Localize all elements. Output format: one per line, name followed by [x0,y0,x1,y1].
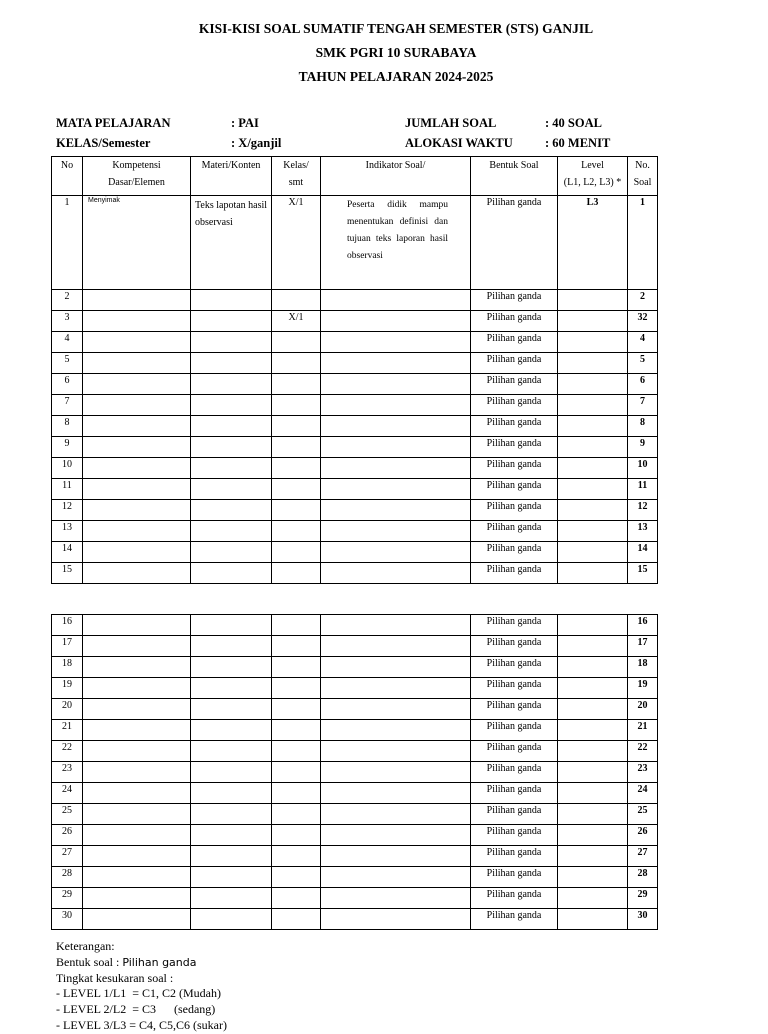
table-row [52,867,658,888]
grid-table-part2 [51,614,658,930]
cell-bentuk: Pilihan ganda [471,615,558,636]
cell-kelas [272,678,321,699]
cell-kompetensi [83,332,191,353]
notes-title: Keterangan: [56,939,115,953]
cell-level [558,720,628,741]
cell-materi [191,290,272,311]
cell-bentuk: Pilihan ganda [471,741,558,762]
cell-no: 14 [52,542,83,563]
cell-materi [191,311,272,332]
cell-nosoal: 6 [628,374,658,395]
cell-bentuk: Pilihan ganda [471,867,558,888]
cell-nosoal: 21 [628,720,658,741]
cell-kompetensi [83,909,191,930]
cell-nosoal: 12 [628,500,658,521]
cell-level [558,332,628,353]
cell-bentuk: Pilihan ganda [471,458,558,479]
cell-level [558,636,628,657]
cell-bentuk: Pilihan ganda [471,290,558,311]
cell-kompetensi [83,867,191,888]
cell-level [558,615,628,636]
cell-kelas [272,909,321,930]
cell-kelas [272,867,321,888]
cell-kompetensi [83,416,191,437]
cell-level [558,825,628,846]
question-count-value: : 40 SOAL [545,116,602,130]
cell-indikator [321,909,471,930]
cell-no: 8 [52,416,83,437]
cell-materi [191,888,272,909]
table-row [52,615,658,636]
cell-no: 27 [52,846,83,867]
cell-level [558,804,628,825]
cell-indikator [321,542,471,563]
table-row [52,542,658,563]
table-row [52,416,658,437]
cell-kompetensi [83,290,191,311]
table-row [52,804,658,825]
cell-bentuk: Pilihan ganda [471,395,558,416]
time-allocation-value: : 60 MENIT [545,136,611,150]
cell-nosoal: 1 [628,196,658,290]
cell-bentuk: Pilihan ganda [471,846,558,867]
cell-materi [191,741,272,762]
table-row [52,479,658,500]
cell-kompetensi [83,762,191,783]
cell-no: 18 [52,657,83,678]
cell-indikator [321,479,471,500]
cell-kompetensi [83,657,191,678]
cell-no: 12 [52,500,83,521]
cell-nosoal: 5 [628,353,658,374]
table-row [52,909,658,930]
cell-kelas [272,437,321,458]
cell-kelas [272,416,321,437]
cell-kelas [272,846,321,867]
cell-no: 10 [52,458,83,479]
table-row [52,636,658,657]
cell-kelas [272,804,321,825]
cell-bentuk: Pilihan ganda [471,196,558,290]
notes-level3: - LEVEL 3/L3 = C4, C5,C6 (sukar) [56,1017,227,1032]
cell-kompetensi [83,636,191,657]
cell-level [558,395,628,416]
grid-table-part1 [51,156,658,584]
cell-level [558,678,628,699]
cell-indikator [321,563,471,584]
table-row [52,888,658,909]
cell-indikator [321,657,471,678]
cell-bentuk: Pilihan ganda [471,374,558,395]
cell-no: 5 [52,353,83,374]
cell-indikator [321,846,471,867]
cell-kelas [272,395,321,416]
cell-nosoal: 23 [628,762,658,783]
cell-indikator: Peserta didik mampu menentukan definisi dan tujuan teks laporan hasil observasi [321,196,471,290]
cell-level [558,846,628,867]
cell-materi [191,909,272,930]
subject-label: MATA PELAJARAN [56,116,171,130]
cell-nosoal: 13 [628,521,658,542]
table-row [52,458,658,479]
table-row [52,311,658,332]
cell-kelas [272,374,321,395]
cell-nosoal: 24 [628,783,658,804]
table-header-row [52,157,658,196]
cell-level [558,867,628,888]
cell-materi [191,657,272,678]
doc-title-line1: KISI-KISI SOAL SUMATIF TENGAH SEMESTER (STS) GANJIL [198,21,594,36]
cell-nosoal: 7 [628,395,658,416]
cell-indikator [321,416,471,437]
cell-nosoal: 29 [628,888,658,909]
cell-bentuk: Pilihan ganda [471,636,558,657]
cell-kelas [272,290,321,311]
cell-kelas [272,615,321,636]
cell-nosoal: 26 [628,825,658,846]
cell-indikator [321,395,471,416]
cell-materi [191,542,272,563]
cell-level [558,311,628,332]
cell-kompetensi [83,374,191,395]
cell-materi [191,479,272,500]
cell-no: 20 [52,699,83,720]
header-indikator: Indikator Soal/ [321,157,471,196]
cell-level [558,699,628,720]
cell-indikator [321,741,471,762]
cell-indikator [321,888,471,909]
cell-materi [191,846,272,867]
cell-no: 23 [52,762,83,783]
cell-no: 16 [52,615,83,636]
header-materi: Materi/Konten [191,157,272,196]
table-row [52,437,658,458]
cell-level [558,500,628,521]
cell-indikator [321,678,471,699]
cell-no: 1 [52,196,83,290]
cell-kompetensi [83,615,191,636]
cell-kelas [272,762,321,783]
cell-kelas [272,353,321,374]
cell-materi [191,699,272,720]
cell-indikator [321,353,471,374]
cell-no: 29 [52,888,83,909]
cell-bentuk: Pilihan ganda [471,332,558,353]
cell-kompetensi [83,563,191,584]
cell-bentuk: Pilihan ganda [471,500,558,521]
table-row [52,678,658,699]
cell-bentuk: Pilihan ganda [471,479,558,500]
cell-bentuk: Pilihan ganda [471,678,558,699]
subject-value: : PAI [231,116,259,130]
cell-bentuk: Pilihan ganda [471,909,558,930]
cell-nosoal: 16 [628,615,658,636]
cell-kompetensi [83,458,191,479]
cell-indikator [321,720,471,741]
cell-indikator [321,762,471,783]
cell-kompetensi [83,521,191,542]
table-row [52,563,658,584]
cell-indikator [321,825,471,846]
cell-no: 25 [52,804,83,825]
cell-materi [191,500,272,521]
cell-level [558,521,628,542]
table-row [52,290,658,311]
cell-materi [191,563,272,584]
cell-bentuk: Pilihan ganda [471,825,558,846]
cell-nosoal: 8 [628,416,658,437]
cell-bentuk: Pilihan ganda [471,521,558,542]
cell-materi [191,615,272,636]
cell-materi [191,867,272,888]
cell-indikator [321,332,471,353]
cell-no: 28 [52,867,83,888]
cell-nosoal: 22 [628,741,658,762]
cell-indikator [321,500,471,521]
cell-no: 9 [52,437,83,458]
cell-bentuk: Pilihan ganda [471,720,558,741]
cell-level [558,479,628,500]
question-count-label: JUMLAH SOAL [405,116,497,130]
cell-indikator [321,867,471,888]
cell-no: 13 [52,521,83,542]
cell-nosoal: 9 [628,437,658,458]
cell-kompetensi [83,395,191,416]
cell-no: 7 [52,395,83,416]
cell-kompetensi [83,720,191,741]
cell-materi [191,458,272,479]
cell-level [558,416,628,437]
cell-bentuk: Pilihan ganda [471,804,558,825]
cell-kompetensi [83,353,191,374]
cell-no: 4 [52,332,83,353]
header-kelas: Kelas/ smt [272,157,321,196]
cell-kelas [272,888,321,909]
cell-kompetensi [83,542,191,563]
table-row [52,332,658,353]
cell-kompetensi [83,699,191,720]
cell-nosoal: 27 [628,846,658,867]
cell-level [558,542,628,563]
cell-nosoal: 11 [628,479,658,500]
notes-bentuk-soal: Bentuk soal : Pilihan ganda [56,954,197,969]
table-row [52,741,658,762]
notes-level2: - LEVEL 2/L2 = C3 (sedang) [56,1002,216,1017]
cell-bentuk: Pilihan ganda [471,657,558,678]
cell-level [558,458,628,479]
cell-kompetensi [83,437,191,458]
cell-kompetensi [83,846,191,867]
doc-title-line2: SMK PGRI 10 SURABAYA [315,45,477,60]
cell-nosoal: 28 [628,867,658,888]
cell-nosoal: 18 [628,657,658,678]
cell-materi [191,678,272,699]
cell-level [558,353,628,374]
header-bentuk: Bentuk Soal [471,157,558,196]
notes-tingkat-kesukaran: Tingkat kesukaran soal : [56,970,174,985]
cell-level [558,374,628,395]
cell-materi [191,636,272,657]
cell-nosoal: 20 [628,699,658,720]
cell-kompetensi [83,804,191,825]
cell-bentuk: Pilihan ganda [471,542,558,563]
cell-indikator [321,636,471,657]
cell-nosoal: 10 [628,458,658,479]
cell-bentuk: Pilihan ganda [471,783,558,804]
cell-kelas [272,479,321,500]
cell-level [558,563,628,584]
cell-nosoal: 14 [628,542,658,563]
cell-materi [191,374,272,395]
table-row [52,374,658,395]
cell-nosoal: 2 [628,290,658,311]
cell-kompetensi [83,311,191,332]
cell-nosoal: 30 [628,909,658,930]
cell-bentuk: Pilihan ganda [471,762,558,783]
cell-kompetensi [83,479,191,500]
table-row [52,500,658,521]
cell-kelas [272,458,321,479]
cell-kelas [272,720,321,741]
cell-level [558,741,628,762]
cell-kelas [272,500,321,521]
cell-no: 26 [52,825,83,846]
cell-indikator [321,699,471,720]
cell-level [558,909,628,930]
table-row [52,699,658,720]
table-row [52,846,658,867]
cell-no: 17 [52,636,83,657]
cell-materi [191,353,272,374]
cell-indikator [321,290,471,311]
cell-bentuk: Pilihan ganda [471,888,558,909]
cell-level [558,783,628,804]
cell-nosoal: 17 [628,636,658,657]
cell-indikator [321,458,471,479]
cell-bentuk: Pilihan ganda [471,416,558,437]
cell-bentuk: Pilihan ganda [471,311,558,332]
cell-level [558,762,628,783]
cell-materi [191,720,272,741]
cell-bentuk: Pilihan ganda [471,699,558,720]
cell-level: L3 [558,196,628,290]
cell-nosoal: 19 [628,678,658,699]
class-value: : X/ganjil [231,136,282,150]
cell-indikator [321,783,471,804]
cell-kelas [272,542,321,563]
cell-materi [191,762,272,783]
cell-nosoal: 32 [628,311,658,332]
cell-materi [191,332,272,353]
cell-indikator [321,615,471,636]
cell-bentuk: Pilihan ganda [471,563,558,584]
cell-materi: Teks lapotan hasil observasi [191,196,272,290]
cell-indikator [321,311,471,332]
cell-kelas [272,521,321,542]
table-row [52,657,658,678]
cell-no: 19 [52,678,83,699]
cell-materi [191,416,272,437]
cell-kelas: X/1 [272,311,321,332]
cell-materi [191,783,272,804]
cell-level [558,657,628,678]
table-row [52,762,658,783]
cell-nosoal: 25 [628,804,658,825]
cell-kelas [272,783,321,804]
cell-no: 22 [52,741,83,762]
cell-materi [191,825,272,846]
cell-level [558,290,628,311]
cell-no: 30 [52,909,83,930]
header-level: Level (L1, L2, L3) * [558,157,628,196]
table-row [52,196,658,290]
doc-title-line3: TAHUN PELAJARAN 2024-2025 [298,69,494,84]
cell-level [558,888,628,909]
cell-no: 21 [52,720,83,741]
class-label: KELAS/Semester [56,136,151,150]
header-no: No [52,157,83,196]
cell-kelas [272,657,321,678]
cell-kompetensi [83,741,191,762]
cell-materi [191,437,272,458]
cell-kompetensi [83,888,191,909]
cell-no: 2 [52,290,83,311]
cell-no: 15 [52,563,83,584]
cell-materi [191,521,272,542]
cell-kelas: X/1 [272,196,321,290]
cell-bentuk: Pilihan ganda [471,437,558,458]
cell-kompetensi [83,500,191,521]
cell-kelas [272,636,321,657]
cell-nosoal: 4 [628,332,658,353]
cell-kelas [272,699,321,720]
cell-indikator [321,804,471,825]
cell-kompetensi [83,825,191,846]
cell-kompetensi: Menyimak [83,196,191,290]
table-row [52,825,658,846]
cell-kelas [272,332,321,353]
table-row [52,783,658,804]
header-nosoal: No. Soal [628,157,658,196]
cell-kelas [272,741,321,762]
cell-kelas [272,825,321,846]
cell-bentuk: Pilihan ganda [471,353,558,374]
cell-indikator [321,374,471,395]
cell-materi [191,395,272,416]
cell-kompetensi [83,678,191,699]
cell-kompetensi [83,783,191,804]
table-row [52,353,658,374]
cell-materi [191,804,272,825]
time-allocation-label: ALOKASI WAKTU [405,136,513,150]
notes-section [56,939,227,1034]
table-row [52,521,658,542]
cell-no: 3 [52,311,83,332]
cell-no: 6 [52,374,83,395]
cell-indikator [321,521,471,542]
table-row [52,395,658,416]
cell-no: 24 [52,783,83,804]
header-kompetensi: Kompetensi Dasar/Elemen [83,157,191,196]
cell-level [558,437,628,458]
cell-nosoal: 15 [628,563,658,584]
table-row [52,720,658,741]
notes-level1: - LEVEL 1/L1 = C1, C2 (Mudah) [56,986,221,1001]
cell-kelas [272,563,321,584]
cell-indikator [321,437,471,458]
cell-no: 11 [52,479,83,500]
